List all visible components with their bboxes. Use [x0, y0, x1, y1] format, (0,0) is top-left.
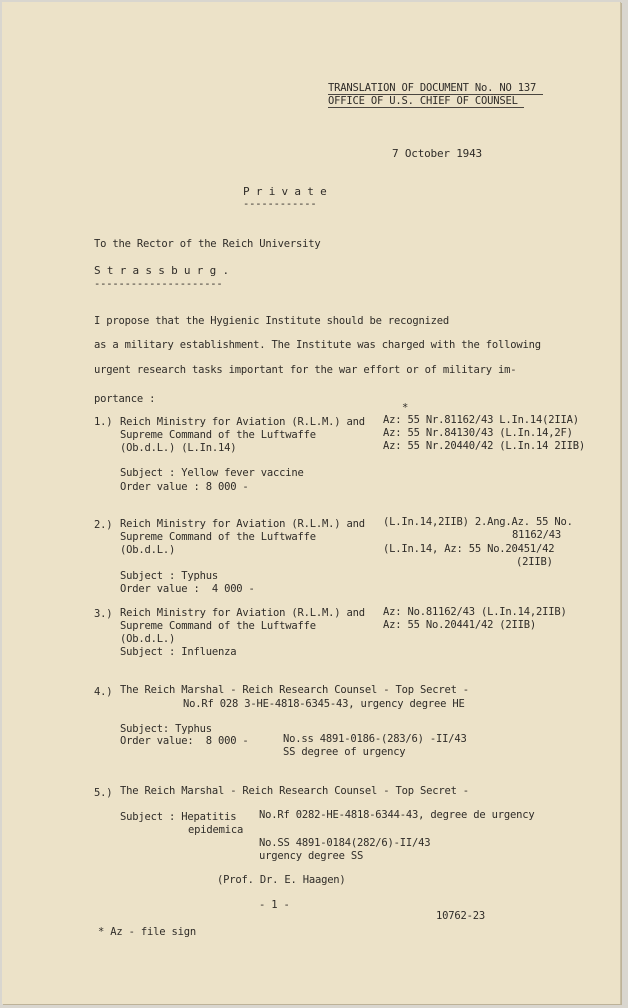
intro-line-2: as a military establishment. The Institute was charged with the following [94, 339, 541, 351]
item-1-ref-2: Az: 55 Nr.84130/43 (L.In.14,2F) [383, 427, 573, 439]
item-1-ref-3: Az: 55 Nr.20440/42 (L.In.14 2IIB) [383, 440, 586, 452]
intro-line-4: portance : [94, 393, 156, 405]
item-3-number: 3.) [94, 608, 113, 620]
header-rule-2 [328, 107, 524, 108]
footnote: * Az - file sign [98, 926, 196, 938]
item-2-line-2: Supreme Command of the Luftwaffe [120, 531, 316, 543]
addressee-city: S t r a s s b u r g . [94, 264, 229, 277]
item-2-number: 2.) [94, 519, 113, 531]
item-5-subject-cont: epidemica [188, 824, 244, 836]
signature: (Prof. Dr. E. Haagen) [217, 874, 346, 886]
intro-line-1: I propose that the Hygienic Institute should be recognized [94, 315, 450, 327]
office-header: OFFICE OF U.S. CHIEF OF COUNSEL [328, 95, 518, 107]
item-1-line-1: Reich Ministry for Aviation (R.L.M.) and [120, 416, 365, 428]
item-3-ref-1: Az: No.81162/43 (L.In.14,2IIB) [383, 606, 567, 618]
item-4-line-2: No.Rf 028 3-HE-4818-6345-43, urgency degree HE [183, 698, 465, 710]
item-3-line-1: Reich Ministry for Aviation (R.L.M.) and [120, 607, 365, 619]
item-5-ref-1: No.Rf 0282-HE-4818-6344-43, degree de urgency [259, 809, 535, 821]
item-1-line-3: (Ob.d.L.) (L.In.14) [120, 442, 237, 454]
item-2-line-3: (Ob.d.L.) [120, 544, 176, 556]
item-3-line-3: (Ob.d.L.) [120, 633, 176, 645]
item-2-ref-1: (L.In.14,2IIB) 2.Ang.Az. 55 No. [383, 516, 573, 528]
intro-line-3: urgent research tasks important for the war effort or of military im- [94, 364, 517, 376]
item-1-line-2: Supreme Command of the Luftwaffe [120, 429, 316, 441]
document-number: 10762-23 [436, 910, 485, 922]
document-page [2, 2, 621, 1004]
item-3-line-2: Supreme Command of the Luftwaffe [120, 620, 316, 632]
item-2-subject: Subject : Typhus [120, 570, 218, 582]
item-2-ref-3: (L.In.14, Az: 55 No.20451/42 [383, 543, 555, 555]
translation-header: TRANSLATION OF DOCUMENT No. NO 137 [328, 82, 537, 94]
classification-label: P r i v a t e [243, 185, 327, 198]
item-4-ref-1: No.ss 4891-0186-(283/6) -II/43 [283, 733, 467, 745]
item-1-ref-1: Az: 55 Nr.81162/43 L.In.14(2IIA) [383, 414, 579, 426]
page-number: - 1 - [259, 899, 290, 911]
item-2-order-value: Order value : 4 000 - [120, 583, 255, 595]
item-3-subject: Subject : Influenza [120, 646, 237, 658]
item-5-ref-3: urgency degree SS [259, 850, 364, 862]
item-1-order-value: Order value : 8 000 - [120, 481, 249, 493]
item-5-number: 5.) [94, 787, 113, 799]
document-date: 7 October 1943 [392, 147, 482, 160]
item-3-ref-2: Az: 55 No.20441/42 (2IIB) [383, 619, 537, 631]
classification-rule: ------------ [243, 198, 317, 210]
addressee-rule: --------------------- [94, 278, 223, 290]
item-4-subject: Subject: Typhus [120, 723, 212, 735]
item-1-number: 1.) [94, 416, 113, 428]
item-4-ref-2: SS degree of urgency [283, 746, 406, 758]
item-2-ref-4: (2IIB) [516, 556, 553, 568]
item-5-line-1: The Reich Marshal - Reich Research Counsel - Top Secret - [120, 785, 469, 797]
item-2-line-1: Reich Ministry for Aviation (R.L.M.) and [120, 518, 365, 530]
addressee-line: To the Rector of the Reich University [94, 238, 321, 250]
item-4-order-value: Order value: 8 000 - [120, 735, 249, 747]
footnote-asterisk: * [402, 402, 409, 414]
item-4-line-1: The Reich Marshal - Reich Research Counsel - Top Secret - [120, 684, 469, 696]
item-4-number: 4.) [94, 686, 113, 698]
item-2-ref-2: 81162/43 [512, 529, 561, 541]
item-5-ref-2: No.SS 4891-0184(282/6)-II/43 [259, 837, 431, 849]
item-5-subject: Subject : Hepatitis [120, 811, 237, 823]
item-1-subject: Subject : Yellow fever vaccine [120, 467, 304, 479]
